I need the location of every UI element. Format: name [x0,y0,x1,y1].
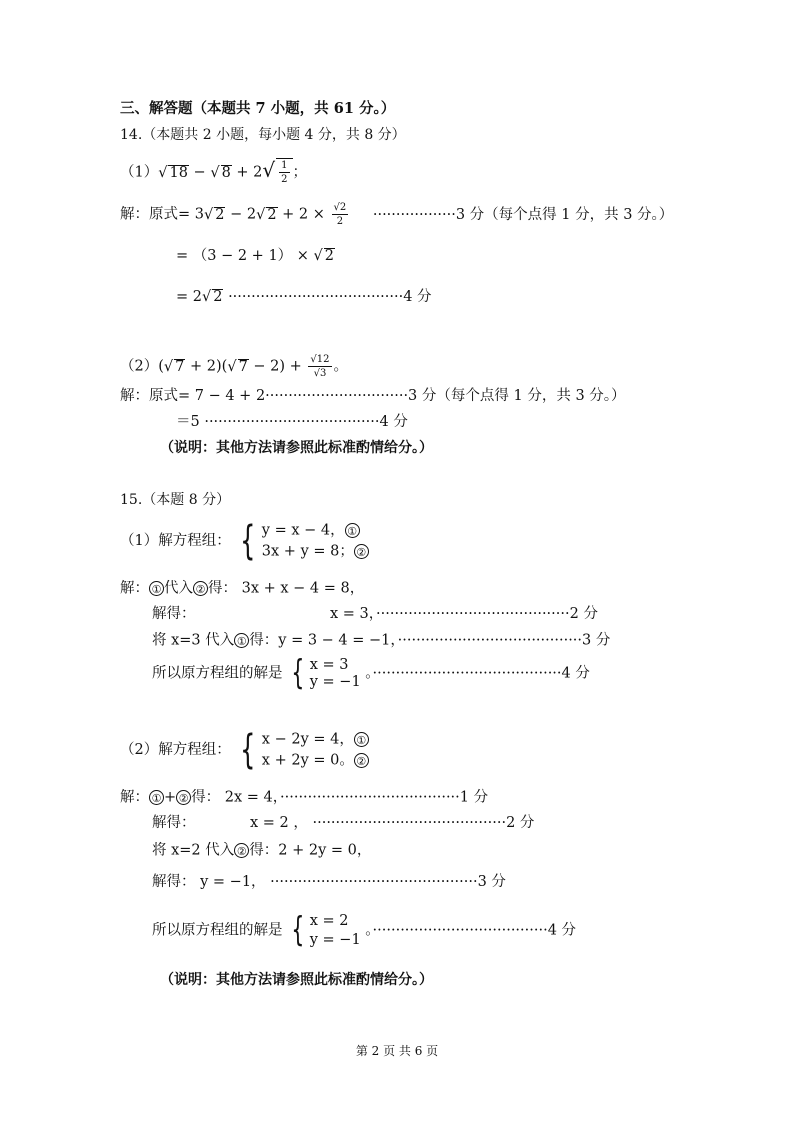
q15-p1-step-3: 将 x=3 代入 ① 得：y = 3 − 4 = −1，········································3 分 [152,632,611,649]
q14-p1-label: （1） [120,164,159,181]
sqrt-8: 8 [221,164,231,181]
q15-p2-step-2-label: 解得： [152,815,196,831]
q15-p2-step-1: 解： ① + ② 得： 2x = 4，·······································1 分 [120,789,489,806]
q15-p1-problem: （1）解方程组： { y = x − 4， ① 3x + y = 8； ② [120,523,369,559]
q14-p2-solution-1: 解：原式= 7 − 4 + 2·······························3 分（每个点得 1 分，共 3 分。） [120,388,626,404]
q15-p2-problem: （2）解方程组： { x − 2y = 4， ① x + 2y = 0。 ② [120,732,369,768]
q14-p1-step-3: = 2√ 2 ······································4 分 [176,289,432,305]
frac-half: $\frac{1}{2}$ [281,160,288,185]
q14-p2-problem: （2）(√ 7 + 2)(√ 7 − 2) + $\frac{√12}{√3}$ 。 [120,354,349,379]
frac-sqrt2-over-2: $\frac{√2}{2}$ [333,202,347,227]
page-number: 第 2 页 共 6 页 [355,1044,439,1058]
q15-p2-step-4: 解得： y = −1， ·············································3 分 [152,874,506,890]
q15-p1-step-1: 解： ① 代入 ② 得： 3x + x − 4 = 8， [120,580,365,597]
frac-sqrt12-over-sqrt3: $\frac{√12}{√3}$ [310,354,330,379]
q14-p1-solution-1: 解：原式= 3√ 2 − 2√ 2 + 2 × $\frac{√2}{2}$ ··················3 分（每个点得 1 分，共 3 分。） [120,202,674,227]
q15-heading: 15.（本题 8 分） [120,492,231,508]
sqrt-18: 18 [169,164,188,181]
score-mark: ······································4 分 [223,289,432,305]
q15-note: （说明：其他方法请参照此标准酌情给分。） [160,972,433,988]
equation-system: { x − 2y = 4， ① x + 2y = 0。 ② [235,732,369,768]
q14-p1-problem: （1）√ 18 − √ 8 + 2√ $\frac{1}{2}$ ； [120,157,308,185]
q15-p2-step-2-value: x = 2 ， ··········································2 分 [250,815,535,831]
q15-p1-step-4: 所以原方程组的解是 { x = 3 y = −1 。·········································4 分 [152,653,590,694]
q15-p1-step-2-label: 解得： [152,606,196,622]
q15-p2-step-5: 所以原方程组的解是 { x = 2 y = −1 。······································4 分 [152,910,577,951]
section-title: 三、解答题（本题共 7 小题，共 61 分。） [120,100,396,117]
q15-p2-step-3: 将 x=2 代入 ② 得：2 + 2y = 0， [152,842,372,859]
score-mark: ··················3 分（每个点得 1 分，共 3 分。） [372,206,674,223]
equation-system: { y = x − 4， ① 3x + y = 8； ② [235,523,369,559]
q14-p1-step-2: = （3 − 2 + 1） × √ 2 [176,248,335,264]
q15-p1-step-2-value: x = 3，··········································2 分 [330,606,598,622]
q14-note: （说明：其他方法请参照此标准酌情给分。） [160,440,433,456]
q14-p2-step-2: ＝5 ······································4 分 [176,414,408,430]
q14-heading: 14.（本题共 2 小题，每小题 4 分，共 8 分） [120,127,406,143]
